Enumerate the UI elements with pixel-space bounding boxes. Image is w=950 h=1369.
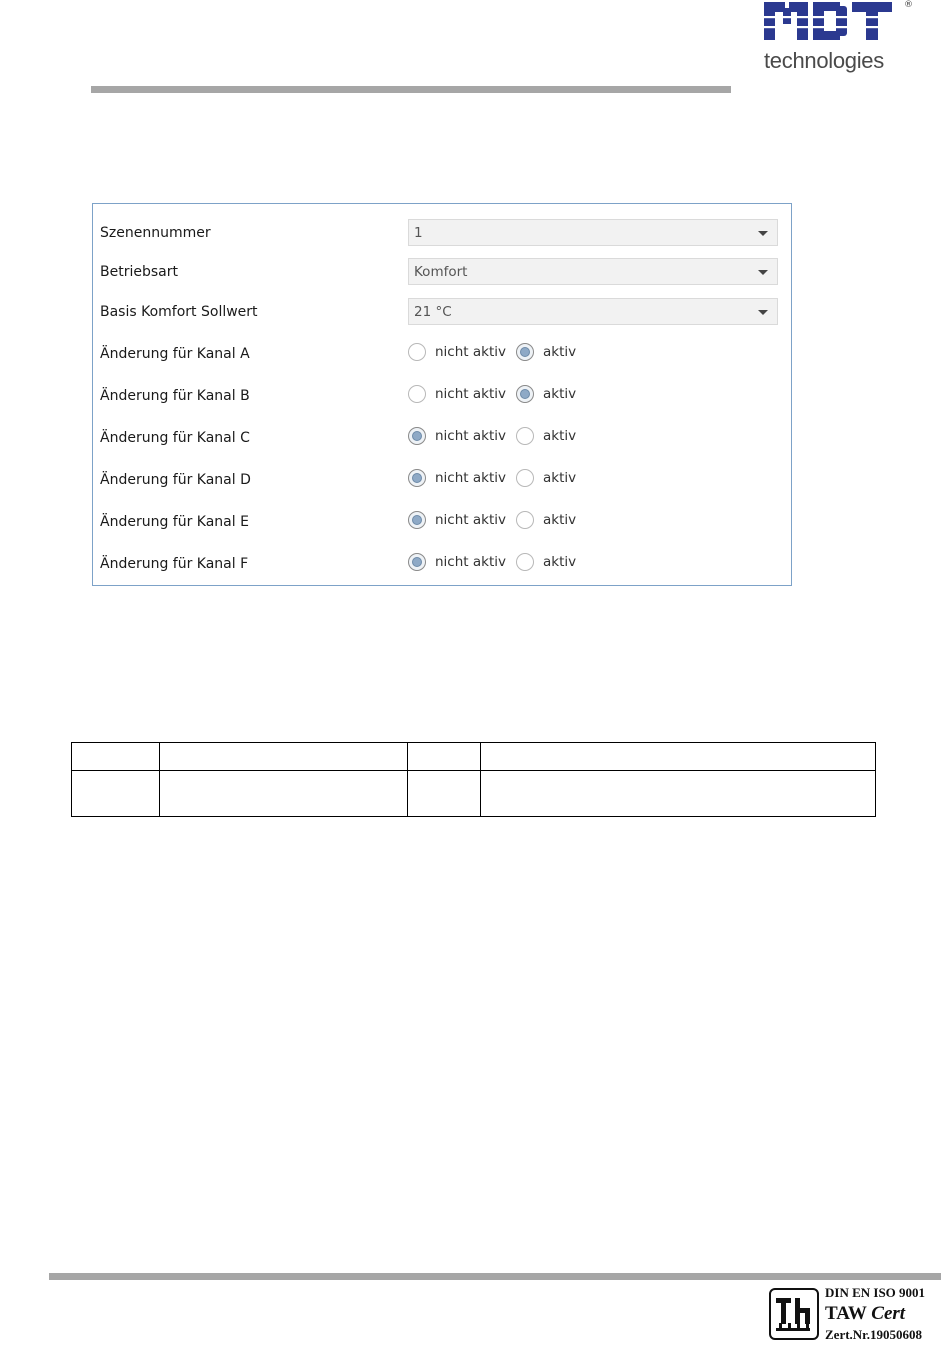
base-setpoint-value: 21 °C: [414, 304, 452, 320]
channel-row-c: [93, 424, 791, 454]
table-cell: [72, 771, 160, 817]
object-table: [71, 742, 876, 817]
radio-label: aktiv: [543, 344, 577, 360]
registered-mark: ®: [904, 0, 913, 10]
radio-label: aktiv: [543, 428, 577, 444]
chevron-down-icon: [758, 231, 768, 236]
radio-circle-selected: [408, 553, 426, 571]
radio-circle-selected: [408, 469, 426, 487]
radio-label: nicht aktiv: [435, 470, 506, 486]
cert-number: Zert.Nr.19050608: [825, 1327, 923, 1342]
table-cell: [481, 771, 876, 817]
scene-number-select[interactable]: [408, 219, 778, 246]
table-cell: [408, 771, 481, 817]
mdt-logo: [762, 0, 922, 76]
scene-parameter-panel: [92, 203, 792, 586]
channel-row-d: [93, 466, 791, 496]
taw-cert-logo-icon: [769, 1288, 819, 1340]
channel-row-a: [93, 340, 791, 370]
channel-label: Änderung für Kanal B: [100, 388, 250, 404]
scene-number-row: [93, 219, 791, 249]
footer-divider: [49, 1273, 941, 1280]
channel-row-e: [93, 508, 791, 538]
radio-circle-selected: [408, 427, 426, 445]
header-divider: [91, 86, 731, 93]
base-setpoint-select[interactable]: [408, 298, 778, 325]
radio-label: nicht aktiv: [435, 512, 506, 528]
scene-number-label: Szenennummer: [100, 225, 211, 241]
radio-label: aktiv: [543, 386, 577, 402]
channel-label: Änderung für Kanal F: [100, 556, 249, 572]
mdt-logo-lettering: [764, 0, 904, 50]
radio-label: aktiv: [543, 554, 577, 570]
channel-label: Änderung für Kanal C: [100, 430, 250, 446]
radio-label: nicht aktiv: [435, 386, 506, 402]
radio-circle: [516, 427, 534, 445]
table-cell: [160, 771, 408, 817]
radio-circle: [408, 385, 426, 403]
table-cell: [72, 743, 160, 771]
chevron-down-icon: [758, 270, 768, 275]
channel-label: Änderung für Kanal E: [100, 514, 249, 530]
scene-number-value: 1: [414, 225, 423, 241]
radio-circle: [516, 511, 534, 529]
table-header-row: [72, 743, 876, 771]
radio-label: nicht aktiv: [435, 428, 506, 444]
radio-circle: [516, 553, 534, 571]
table-cell: [160, 743, 408, 771]
chevron-down-icon: [758, 310, 768, 315]
table-row: [72, 771, 876, 817]
radio-circle: [516, 469, 534, 487]
channel-row-b: [93, 382, 791, 412]
radio-label: nicht aktiv: [435, 554, 506, 570]
operating-mode-select[interactable]: [408, 258, 778, 285]
cert-issuer-italic: Cert: [871, 1303, 906, 1324]
cert-issuer: [825, 1303, 905, 1325]
channel-row-f: [93, 550, 791, 580]
radio-label: nicht aktiv: [435, 344, 506, 360]
radio-label: aktiv: [543, 470, 577, 486]
operating-mode-row: [93, 258, 791, 288]
channel-label: Änderung für Kanal A: [100, 346, 250, 362]
radio-circle-selected: [516, 385, 534, 403]
operating-mode-label: Betriebsart: [100, 264, 178, 280]
table-cell: [408, 743, 481, 771]
radio-circle-selected: [516, 343, 534, 361]
channel-label: Änderung für Kanal D: [100, 472, 251, 488]
radio-circle: [408, 343, 426, 361]
base-setpoint-row: [93, 298, 791, 328]
base-setpoint-label: Basis Komfort Sollwert: [100, 304, 258, 320]
cert-issuer-bold: TAW: [825, 1303, 867, 1324]
radio-circle-selected: [408, 511, 426, 529]
radio-label: aktiv: [543, 512, 577, 528]
iso-certification-mark: [769, 1285, 941, 1345]
cert-standard: DIN EN ISO 9001: [825, 1285, 926, 1300]
operating-mode-value: Komfort: [414, 264, 468, 280]
logo-tagline: technologies: [764, 48, 884, 73]
table-cell: [481, 743, 876, 771]
